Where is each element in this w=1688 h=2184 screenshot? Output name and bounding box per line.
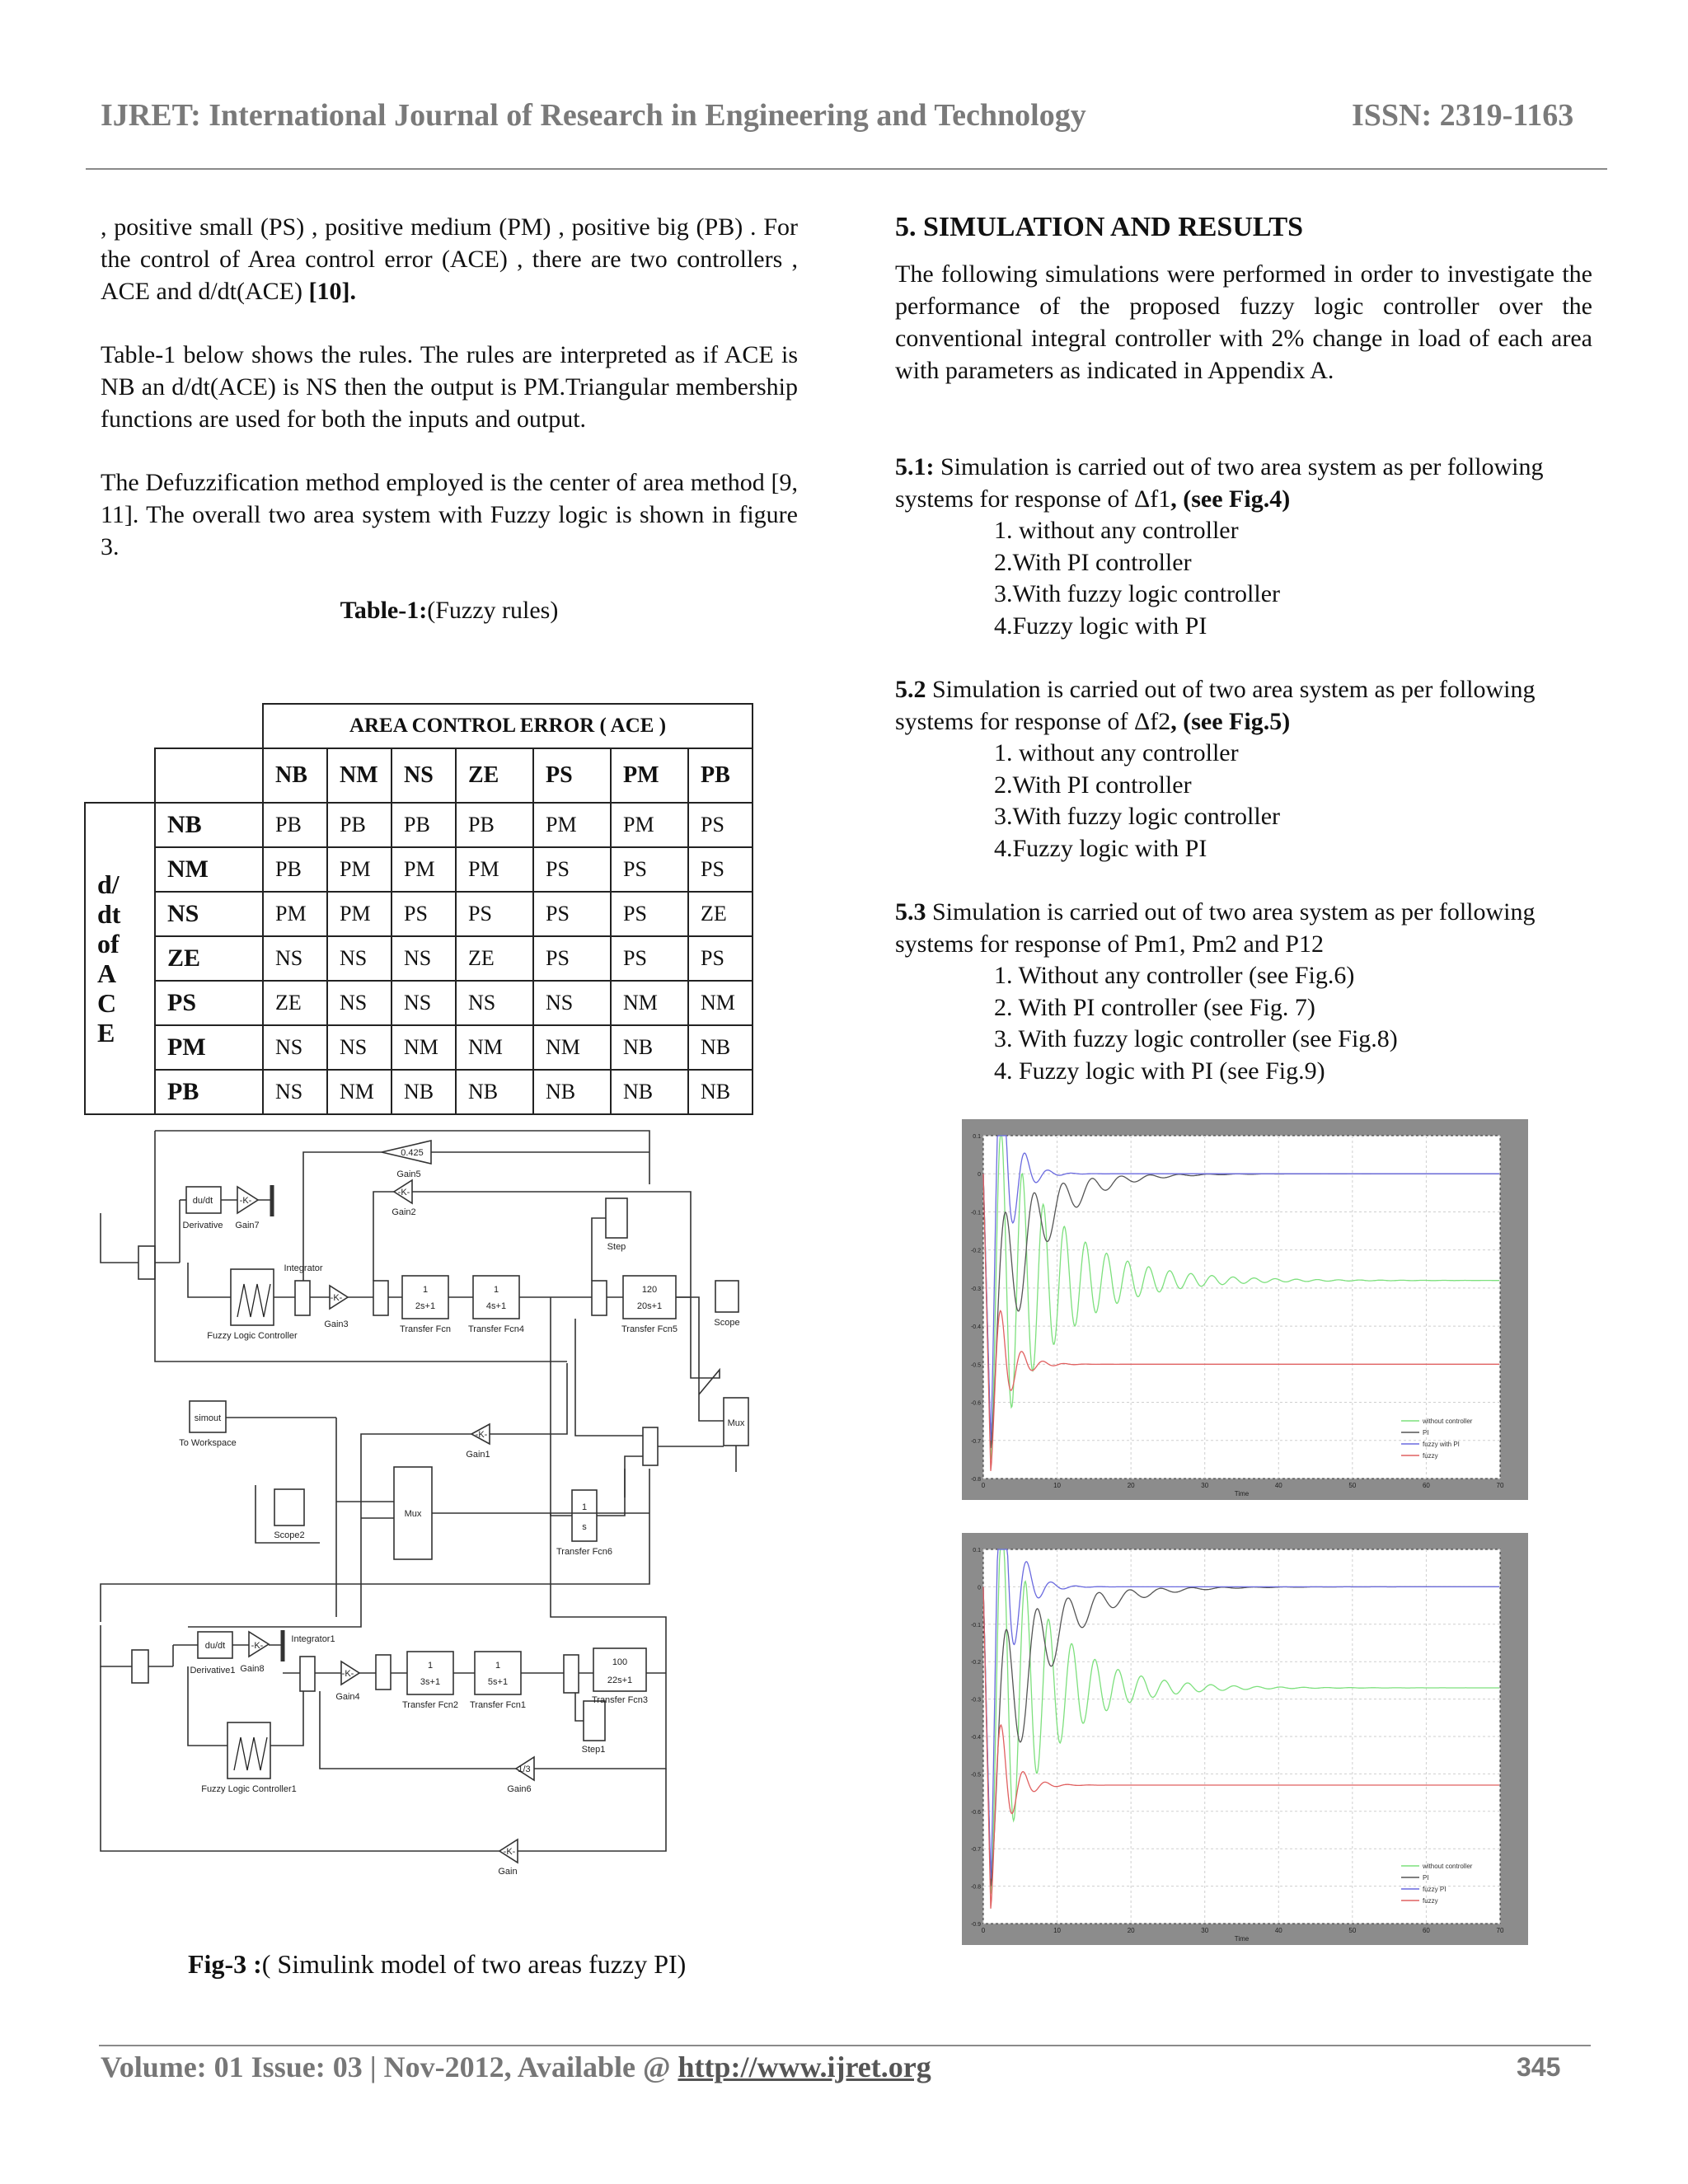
legend-label: fuzzy with PI — [1423, 1441, 1460, 1448]
sim-scope2: Scope2 — [274, 1530, 305, 1540]
y-tick-label: -0.1 — [970, 1210, 981, 1216]
sim-tf5-num: 120 — [641, 1285, 658, 1295]
rule-cell: NB — [688, 1070, 753, 1114]
x-tick-label: 70 — [1496, 1927, 1504, 1934]
sim-k7: -K- — [503, 1847, 516, 1857]
s53-item: 4. Fuzzy logic with PI (see Fig.9) — [994, 1057, 1325, 1085]
column-header: PM — [611, 748, 688, 803]
sim-step1: Step1 — [581, 1745, 606, 1755]
sim-tf1b-num: 1 — [495, 1661, 501, 1671]
table-column-header-row — [85, 748, 753, 803]
rule-cell: NS — [392, 981, 456, 1025]
legend-label: fuzzy — [1423, 1897, 1438, 1905]
s51-see: , (see Fig.4) — [1170, 485, 1291, 513]
y-tick-label: -0.8 — [970, 1884, 981, 1891]
sim-tf3-num: 100 — [612, 1657, 628, 1667]
table-row — [85, 892, 753, 936]
sim-tf4-den: 4s+1 — [485, 1301, 507, 1311]
legend-label: PI — [1423, 1429, 1429, 1436]
rule-cell: NS — [263, 936, 327, 981]
s51-item: 3.With fuzzy logic controller — [994, 580, 1281, 607]
left-column — [101, 211, 798, 626]
rule-cell: NS — [456, 981, 533, 1025]
rule-cell: PS — [533, 892, 611, 936]
y-tick-label: -0.2 — [970, 1660, 981, 1666]
rule-cell: NB — [392, 1070, 456, 1114]
side-header-part: of — [97, 929, 120, 958]
sim-tf2-label: Transfer Fcn2 — [401, 1700, 459, 1710]
x-tick-label: 40 — [1274, 1482, 1282, 1489]
rule-cell: NM — [533, 1025, 611, 1070]
x-tick-label: 70 — [1496, 1482, 1504, 1489]
sim-gain7: Gain7 — [235, 1221, 260, 1230]
table-row — [85, 847, 753, 892]
issn: ISSN: 2319-1163 — [1352, 98, 1574, 133]
rule-cell: NS — [533, 981, 611, 1025]
s51-num: 5.1: — [895, 453, 935, 480]
row-header: ZE — [155, 936, 263, 981]
rule-cell: PS — [688, 936, 753, 981]
row-header: PM — [155, 1025, 263, 1070]
sim-tf2-num: 1 — [427, 1661, 434, 1671]
sim-tf4-num: 1 — [493, 1285, 499, 1295]
table-row — [85, 803, 753, 847]
sim-step: Step — [607, 1242, 626, 1252]
section-intro: The following simulations were performed in order to investigate the performance of the proposed fuzzy logic controller over the conventional integral controller with 2% change in load of each area with parameters as indicated in Appendix A. — [895, 260, 1592, 384]
row-header: NB — [155, 803, 263, 847]
rule-cell: PM — [327, 892, 392, 936]
sim-gain: Gain — [498, 1867, 518, 1877]
row-header: NS — [155, 892, 263, 936]
x-tick-label: 60 — [1422, 1482, 1430, 1489]
sim-k5: -K- — [251, 1641, 264, 1651]
x-tick-label: 60 — [1422, 1927, 1430, 1934]
rule-cell: PM — [327, 847, 392, 892]
x-tick-label: 10 — [1053, 1927, 1062, 1934]
s52-see: , (see Fig.5) — [1170, 707, 1291, 735]
column-header: NS — [392, 748, 456, 803]
fig3-caption-rest: ( Simulink model of two areas fuzzy PI) — [261, 1949, 687, 1979]
s52-lead — [895, 674, 1604, 738]
sim-gain1: Gain1 — [466, 1450, 490, 1460]
rule-cell: NS — [263, 1070, 327, 1114]
x-axis-label: Time — [1234, 1935, 1250, 1943]
simulink-model — [89, 1122, 765, 1914]
sim-tf5-den: 20s+1 — [636, 1301, 663, 1311]
sim-gain5: Gain5 — [396, 1169, 421, 1179]
rule-cell: PB — [456, 803, 533, 847]
y-tick-label: -0.6 — [970, 1809, 981, 1816]
sim-k1: -K- — [239, 1196, 252, 1206]
sim-tf1b-label: Transfer Fcn1 — [469, 1700, 527, 1710]
column-header: ZE — [456, 748, 533, 803]
rule-cell: PB — [392, 803, 456, 847]
rule-cell: NS — [327, 981, 392, 1025]
side-header — [85, 803, 155, 1114]
rule-cell: NM — [456, 1025, 533, 1070]
legend-label: fuzzy PI — [1423, 1886, 1447, 1893]
rule-cell: PS — [688, 847, 753, 892]
y-tick-label: -0.5 — [970, 1772, 981, 1779]
rule-cell: ZE — [688, 892, 753, 936]
x-tick-label: 20 — [1127, 1482, 1135, 1489]
y-tick-label: -0.4 — [970, 1735, 981, 1741]
x-tick-label: 30 — [1201, 1482, 1209, 1489]
sim-gain6: Gain6 — [507, 1784, 532, 1794]
y-tick-label: -0.3 — [970, 1697, 981, 1704]
sim-simout: simout — [194, 1413, 222, 1423]
rule-cell: PS — [688, 803, 753, 847]
rule-cell: NB — [688, 1025, 753, 1070]
rule-cell: NB — [533, 1070, 611, 1114]
sim-derivative: du/dt — [192, 1196, 213, 1206]
sim-gain5-val: 0.425 — [401, 1148, 424, 1158]
sim-mux1: Mux — [727, 1418, 745, 1428]
legend-label: without controller — [1423, 1863, 1473, 1870]
rule-cell: NB — [456, 1070, 533, 1114]
sim-flc: Fuzzy Logic Controller — [207, 1331, 298, 1341]
x-tick-label: 40 — [1274, 1927, 1282, 1934]
sim-integrator1: Integrator1 — [291, 1634, 335, 1644]
sim-tf4-label: Transfer Fcn4 — [467, 1324, 525, 1334]
sim-to-workspace: To Workspace — [179, 1438, 237, 1448]
s53-item: 1. Without any controller (see Fig.6) — [994, 962, 1355, 989]
rule-cell: NM — [327, 1070, 392, 1114]
side-header-part: C — [97, 988, 117, 1018]
x-tick-label: 0 — [981, 1927, 986, 1934]
paragraph-3: The Defuzzification method employed is the center of area method [9, 11]. The overall two area system with Fuzzy logic is shown in figure 3. — [101, 469, 798, 560]
sim-gain3: Gain3 — [324, 1319, 349, 1329]
side-header-part: A — [97, 958, 117, 988]
footer-prefix: Volume: 01 Issue: 03 | Nov-2012, Available @ — [101, 2050, 678, 2083]
rule-cell: PS — [533, 847, 611, 892]
s53-item: 2. With PI controller (see Fig. 7) — [994, 993, 1315, 1021]
rule-cell: NB — [611, 1070, 688, 1114]
s51-item: 4.Fuzzy logic with PI — [994, 612, 1207, 640]
side-header-part: E — [97, 1018, 115, 1047]
rule-cell: NS — [327, 1025, 392, 1070]
x-tick-label: 50 — [1348, 1927, 1357, 1934]
x-tick-label: 50 — [1348, 1482, 1357, 1489]
sim-tf6-num: 1 — [581, 1502, 588, 1512]
sim-gain2: Gain2 — [392, 1207, 416, 1217]
y-tick-label: -0.7 — [970, 1847, 981, 1854]
s52-item: 1. without any controller — [994, 739, 1239, 766]
x-tick-label: 10 — [1053, 1482, 1062, 1489]
s53-item: 3. With fuzzy logic controller (see Fig.8) — [994, 1025, 1398, 1052]
table-row — [85, 981, 753, 1025]
fig3-caption-bold: Fig-3 : — [188, 1949, 262, 1979]
x-tick-label: 30 — [1201, 1927, 1209, 1934]
paragraph-1 — [101, 211, 798, 307]
page-number: 345 — [1517, 2052, 1561, 2082]
section-title: 5. SIMULATION AND RESULTS — [895, 212, 1304, 242]
p1-ref: [10]. — [308, 278, 356, 305]
side-header-part: d/ — [97, 869, 120, 899]
side-header-part: dt — [97, 899, 121, 929]
rule-cell: PS — [611, 892, 688, 936]
y-tick-label: -0.1 — [970, 1622, 981, 1629]
sim-derivative1: Derivative1 — [190, 1666, 236, 1675]
table-row — [85, 936, 753, 981]
s51-item: 2.With PI controller — [994, 548, 1192, 576]
y-tick-label: -0.7 — [970, 1438, 981, 1445]
rule-cell: PM — [611, 803, 688, 847]
table-row — [85, 1025, 753, 1070]
row-header: NM — [155, 847, 263, 892]
sim-k4: -K- — [475, 1430, 488, 1440]
column-header: PS — [533, 748, 611, 803]
sim-k2: -K- — [330, 1293, 343, 1303]
rule-cell: PS — [456, 892, 533, 936]
legend-label: fuzzy — [1423, 1452, 1438, 1460]
header-rule — [86, 168, 1607, 170]
sim-gain6-val: 1/3 — [518, 1765, 531, 1774]
rule-cell: NB — [611, 1025, 688, 1070]
y-tick-label: -0.4 — [970, 1324, 981, 1331]
s52-item: 2.With PI controller — [994, 771, 1192, 799]
rule-cell: ZE — [456, 936, 533, 981]
rule-cell: NS — [263, 1025, 327, 1070]
fuzzy-rules-table — [84, 703, 753, 1115]
sim-tf1-den: 2s+1 — [415, 1301, 436, 1311]
y-tick-label: 0 — [978, 1172, 981, 1179]
rule-cell: PB — [263, 847, 327, 892]
x-tick-label: 0 — [981, 1482, 986, 1489]
table-row — [85, 1070, 753, 1114]
rule-cell: NM — [392, 1025, 456, 1070]
y-tick-label: -0.5 — [970, 1362, 981, 1369]
sim-flc1: Fuzzy Logic Controller1 — [201, 1784, 297, 1794]
s53-num: 5.3 — [895, 898, 926, 926]
y-tick-label: -0.2 — [970, 1248, 981, 1254]
rule-cell: NM — [611, 981, 688, 1025]
sim-derivative-label: Derivative — [182, 1221, 223, 1230]
footer-rule — [99, 2045, 1591, 2046]
row-header: PS — [155, 981, 263, 1025]
table-title-rest: (Fuzzy rules) — [427, 597, 559, 624]
sim-tf1-label: Transfer Fcn — [400, 1324, 451, 1334]
rule-cell: NS — [392, 936, 456, 981]
x-axis-label: Time — [1234, 1490, 1250, 1497]
response-plot-2 — [962, 1533, 1528, 1945]
table-title — [101, 594, 798, 626]
y-tick-label: -0.6 — [970, 1400, 981, 1407]
sim-k3: -K- — [397, 1188, 410, 1197]
rule-cell: PS — [611, 847, 688, 892]
s53-lead — [895, 897, 1604, 960]
column-header: PB — [688, 748, 753, 803]
legend-label: PI — [1423, 1874, 1429, 1882]
y-tick-label: 0.1 — [973, 1548, 981, 1554]
sim-tf6-label: Transfer Fcn6 — [556, 1547, 613, 1557]
section-5-2 — [895, 674, 1604, 865]
p1-text: , positive small (PS) , positive medium (PM) , positive big (PB) . For the control of Area control error (ACE) , there are two controllers , ACE and d/dt(ACE) — [101, 213, 798, 305]
column-header: NB — [263, 748, 327, 803]
rule-cell: PB — [327, 803, 392, 847]
y-tick-label: 0.1 — [973, 1134, 981, 1140]
journal-link[interactable]: http://www.ijret.org — [678, 2050, 931, 2083]
sim-k6: -K- — [341, 1669, 354, 1679]
right-column — [895, 211, 1592, 418]
y-tick-label: -0.3 — [970, 1286, 981, 1292]
row-header: PB — [155, 1070, 263, 1114]
table-title-bold: Table-1: — [340, 597, 428, 624]
rule-cell: PS — [533, 936, 611, 981]
s52-text: Simulation is carried out of two area system as per following systems for response of Δf2 — [895, 676, 1536, 735]
s51-text: Simulation is carried out of two area system as per following systems for response of Δf1 — [895, 453, 1544, 513]
sim-tf3-label: Transfer Fcn3 — [591, 1695, 649, 1705]
rule-cell: PM — [533, 803, 611, 847]
rule-cell: PS — [392, 892, 456, 936]
rule-cell: PS — [611, 936, 688, 981]
x-tick-label: 20 — [1127, 1927, 1135, 1934]
footer-volume — [101, 2050, 931, 2084]
section-5-1 — [895, 452, 1604, 642]
table-top-header: AREA CONTROL ERROR ( ACE ) — [263, 704, 753, 748]
s51-item: 1. without any controller — [994, 517, 1239, 544]
rule-cell: PB — [263, 803, 327, 847]
journal-title: IJRET: International Journal of Research in Engineering and Technology — [101, 98, 1086, 133]
sim-mux2: Mux — [404, 1509, 422, 1519]
s53-text: Simulation is carried out of two area system as per following systems for response of Pm1, Pm2 and P12 — [895, 898, 1536, 958]
response-plot-1 — [962, 1119, 1528, 1500]
sim-derivative-2: du/dt — [204, 1641, 226, 1651]
sim-tf1-num: 1 — [422, 1285, 429, 1295]
sim-tf2-den: 3s+1 — [420, 1677, 441, 1687]
sim-tf3-den: 22s+1 — [607, 1675, 633, 1685]
s52-item: 3.With fuzzy logic controller — [994, 803, 1281, 830]
rule-cell: PM — [263, 892, 327, 936]
rule-cell: PM — [456, 847, 533, 892]
rule-cell: NM — [688, 981, 753, 1025]
sim-tf1b-den: 5s+1 — [487, 1677, 509, 1687]
sim-scope: Scope — [714, 1318, 740, 1328]
legend-label: without controller — [1423, 1418, 1473, 1425]
y-tick-label: 0 — [978, 1585, 981, 1591]
y-tick-label: -0.8 — [970, 1477, 981, 1483]
s51-lead — [895, 452, 1604, 515]
s52-num: 5.2 — [895, 676, 926, 703]
rule-cell: PM — [392, 847, 456, 892]
y-tick-label: -0.9 — [970, 1922, 981, 1928]
sim-gain4: Gain4 — [335, 1692, 360, 1702]
sim-tf5-label: Transfer Fcn5 — [621, 1324, 678, 1334]
rule-cell: ZE — [263, 981, 327, 1025]
s52-item: 4.Fuzzy logic with PI — [994, 834, 1207, 862]
sim-integrator: Integrator — [284, 1263, 323, 1273]
paragraph-2: Table-1 below shows the rules. The rules are interpreted as if ACE is NB an d/dt(ACE) is NS then the output is PM.Triangular membership functions are used for both the inputs and output. — [101, 341, 798, 433]
rule-cell: NS — [327, 936, 392, 981]
column-header: NM — [327, 748, 392, 803]
section-5-3 — [895, 897, 1604, 1087]
fig3-caption — [188, 1949, 686, 1980]
sim-tf6-den: s — [582, 1522, 587, 1532]
sim-gain8: Gain8 — [240, 1664, 265, 1674]
